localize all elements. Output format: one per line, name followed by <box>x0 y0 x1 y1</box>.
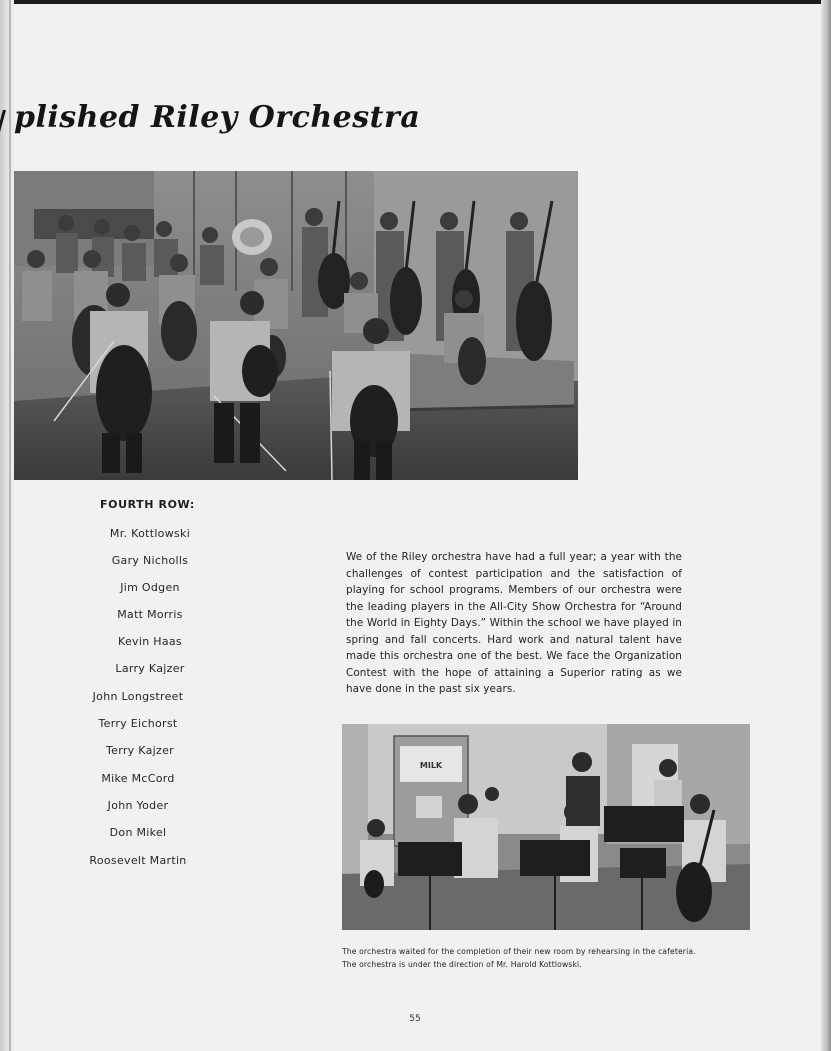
name-item: Larry Kajzer <box>115 662 185 675</box>
name-item: Terry Eichorst <box>98 717 178 730</box>
name-item: Mr. Kottlowski <box>109 527 191 540</box>
page-right-edge-shadow <box>821 0 831 1051</box>
names-heading: FOURTH ROW: <box>100 498 195 511</box>
orchestra-group-photo <box>14 171 578 480</box>
page-title: plished Riley Orchestra <box>14 100 421 135</box>
page-number: 55 <box>409 1014 421 1024</box>
name-item: Roosevelt Martin <box>89 854 187 867</box>
caption-line-1: The orchestra waited for the completion of their new room by rehearsing in the cafeteria. <box>342 947 696 956</box>
name-item: John Longstreet <box>92 690 184 703</box>
milk-sign: MILK <box>419 761 443 770</box>
caption-line-2: The orchestra is under the direction of Mr. Harold Kottlowski. <box>342 959 582 969</box>
orchestra-rehearsal-photo <box>342 724 750 930</box>
name-item: Don Mikel <box>109 826 167 839</box>
book-gutter <box>0 0 14 1051</box>
name-item: Matt Morris <box>117 608 183 621</box>
name-item: Mike McCord <box>101 772 175 785</box>
name-item: Jim Odgen <box>120 581 180 594</box>
name-item: Kevin Haas <box>118 635 182 648</box>
photo-caption <box>342 946 752 971</box>
name-item: Gary Nicholls <box>111 554 189 567</box>
name-item: Terry Kajzer <box>106 744 174 757</box>
rehearsal-photo-illustration <box>342 724 750 930</box>
name-item: John Yoder <box>107 799 169 812</box>
group-photo-illustration <box>14 171 578 480</box>
article-paragraph: We of the Riley orchestra have had a full year; a year with the challenges of contest participation and the satisfaction of playing for school programs. Members of our orchestra were the leading players in the All-City Show Orchestra for “Around the World in Eighty Days.” Within the school we have played in spring and fall concerts. Hard work and natural talent have made this orchestra one of the best. We face the Organization Contest with the hope of attaining a Superior rating as we have done in the past six years. <box>346 551 682 695</box>
page-top-edge <box>0 0 831 4</box>
gutter-fold-line <box>9 0 11 1051</box>
